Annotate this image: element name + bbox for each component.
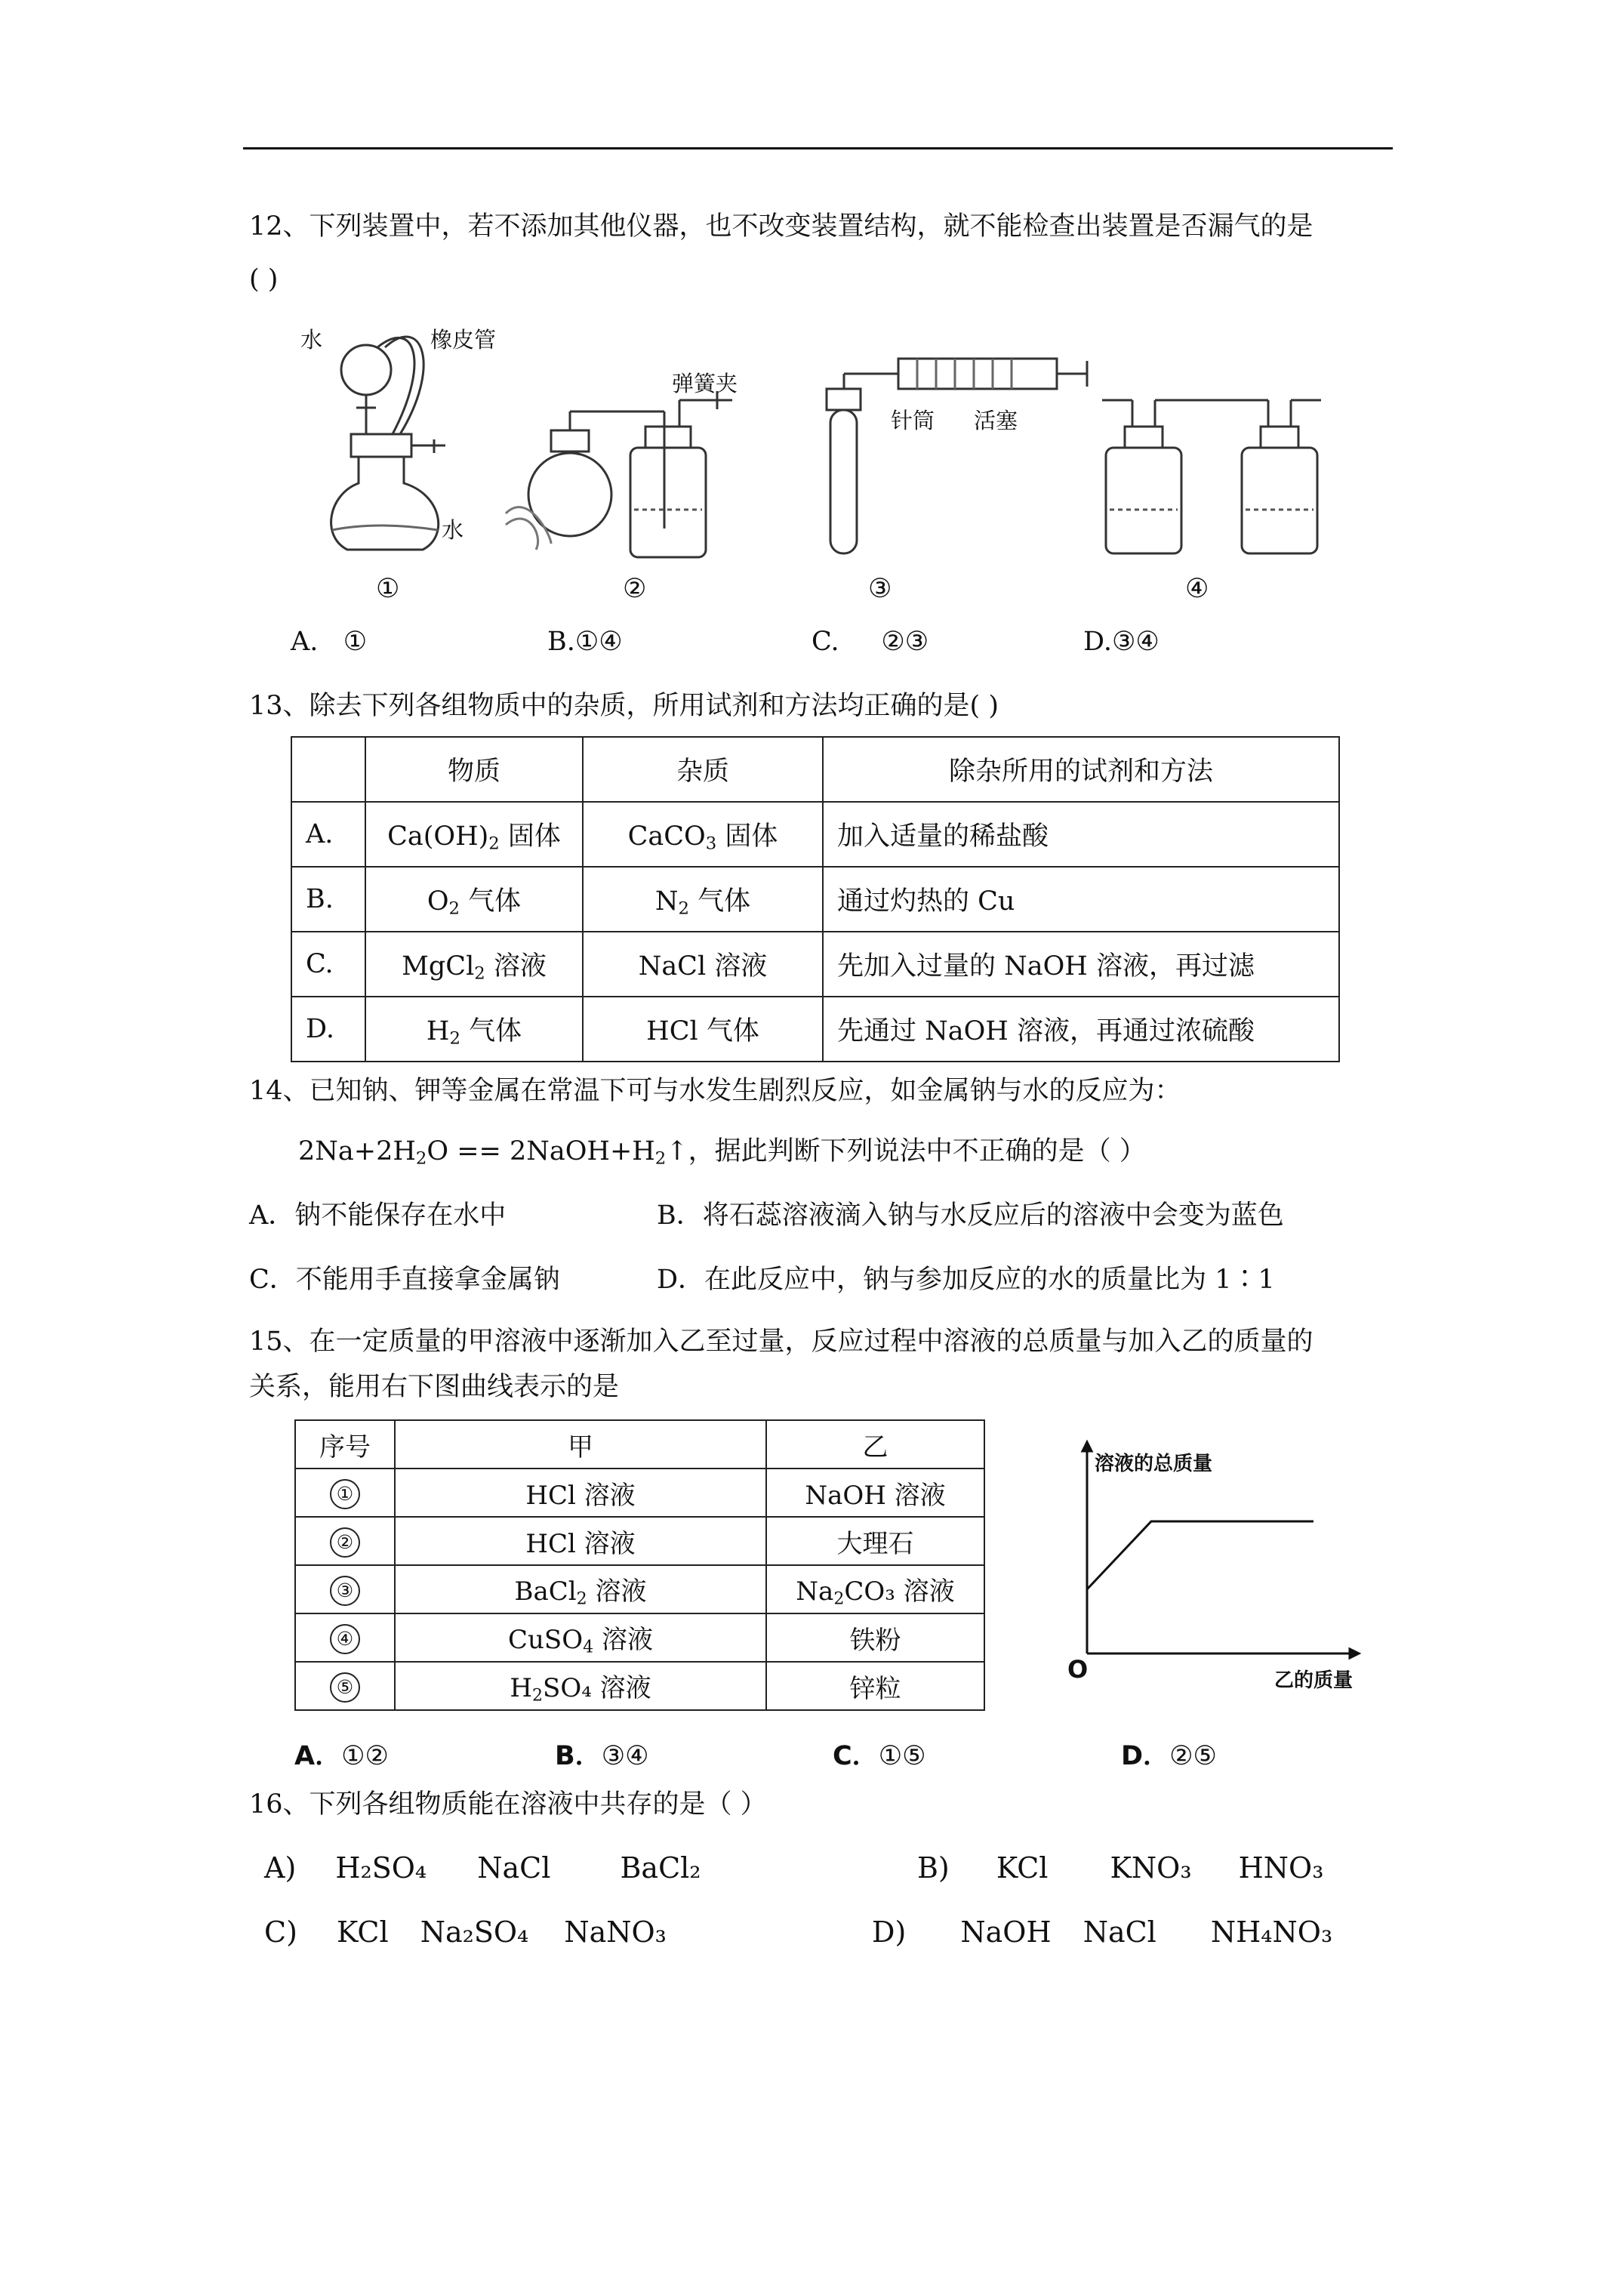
table-row [291, 997, 1339, 1062]
q14-option-d[interactable]: D．在此反应中，钠与参加反应的水的质量比为 1∶1 [657, 1265, 1275, 1295]
q15-text-line1: 15、在一定质量的甲溶液中逐渐加入乙至过量，反应过程中溶液的总质量与加入乙的质量的 [249, 1327, 1313, 1357]
table-row [295, 1613, 984, 1662]
jia-cell: BaCl$_2$ 溶液 [395, 1565, 766, 1613]
q14-option-c[interactable]: C．不能用手直接拿金属钠 [249, 1265, 560, 1295]
table-row [295, 1517, 984, 1565]
label-water-bottom: 水 [442, 517, 464, 543]
q15-table [294, 1419, 985, 1711]
q15-option-d[interactable]: D．②⑤ [1121, 1741, 1217, 1771]
q12-option-b[interactable]: B.①④ [547, 627, 623, 657]
impurity-cell: NaCl 溶液 [583, 932, 823, 997]
figure-number-4: ④ [1185, 574, 1209, 604]
curve [1087, 1521, 1313, 1589]
graph-origin: O [1067, 1655, 1089, 1684]
graph-ylabel: 溶液的总质量 [1095, 1453, 1213, 1475]
label-syringe: 针筒 [891, 408, 935, 433]
impurity-cell: HCl 气体 [583, 997, 823, 1062]
q15-option-a[interactable]: A．①② [294, 1741, 389, 1771]
method-cell: 加入适量的稀盐酸 [823, 802, 1339, 867]
y-axis-arrow [1083, 1442, 1092, 1451]
label-spring-clip: 弹簧夹 [672, 371, 738, 396]
q16-option-c[interactable]: C) KCl Na₂SO₄ NaNO₃ [264, 1915, 667, 1949]
q13-text: 13、除去下列各组物质中的杂质，所用试剂和方法均正确的是( ) [249, 691, 999, 721]
q14-equation: $2Na+2H_2O$ == $2NaOH+H_2↑$，据此判断下列说法中不正确的是（ ） [298, 1136, 1146, 1169]
q16-option-b[interactable]: B) KCl KNO₃ HNO₃ [917, 1851, 1324, 1885]
q15-option-b[interactable]: B．③④ [555, 1741, 649, 1771]
table-header-cell: 乙 [766, 1420, 984, 1469]
jia-cell: CuSO$_4$ 溶液 [395, 1613, 766, 1662]
q15-text-line2: 关系，能用右下图曲线表示的是 [249, 1372, 620, 1402]
row-number: ① [295, 1469, 395, 1517]
row-number: ③ [295, 1565, 395, 1613]
q16-text: 16、下列各组物质能在溶液中共存的是（ ） [249, 1789, 767, 1820]
row-key: A. [291, 802, 365, 867]
q15-option-c[interactable]: C．①⑤ [833, 1741, 926, 1771]
figure-number-2: ② [623, 574, 647, 604]
q16-option-d[interactable]: D) NaOH NaCl NH₄NO₃ [872, 1915, 1333, 1949]
q12-option-c[interactable]: C. ②③ [812, 627, 929, 657]
q16-option-a[interactable]: A) H₂SO₄ NaCl BaCl₂ [264, 1851, 701, 1885]
table-header-cell: 甲 [395, 1420, 766, 1469]
row-number: ② [295, 1517, 395, 1565]
top-rule [243, 147, 1393, 149]
table-header-cell: 杂质 [583, 737, 823, 802]
method-cell: 先加入过量的 NaOH 溶液，再过滤 [823, 932, 1339, 997]
table-header-cell: 序号 [295, 1420, 395, 1469]
table-header-row [295, 1420, 984, 1469]
figure-number-1: ① [376, 574, 400, 604]
table-header-row [291, 737, 1339, 802]
method-cell: 通过灼热的 Cu [823, 867, 1339, 932]
row-number: ④ [295, 1613, 395, 1662]
q13-table [291, 736, 1340, 1062]
q12-option-d[interactable]: D.③④ [1083, 627, 1160, 657]
figure-number-3: ③ [868, 574, 892, 604]
yi-cell: NaOH 溶液 [766, 1469, 984, 1517]
yi-cell: 铁粉 [766, 1613, 984, 1662]
table-header-cell: 除杂所用的试剂和方法 [823, 737, 1339, 802]
substance-cell: $O_2$ 气体 [365, 867, 583, 932]
yi-cell: 锌粒 [766, 1662, 984, 1710]
q14-option-b[interactable]: B．将石蕊溶液滴入钠与水反应后的溶液中会变为蓝色 [657, 1200, 1284, 1231]
jia-cell: HCl 溶液 [395, 1517, 766, 1565]
q12-text: 12、下列装置中，若不添加其他仪器，也不改变装置结构，就不能检查出装置是否漏气的是 [249, 211, 1313, 242]
yi-cell: 大理石 [766, 1517, 984, 1565]
row-key: B. [291, 867, 365, 932]
q12-answer-paren: ( ) [249, 264, 279, 294]
substance-cell: $H_2$ 气体 [365, 997, 583, 1062]
table-row [291, 867, 1339, 932]
label-piston: 活塞 [974, 408, 1018, 433]
q14-option-a[interactable]: A．钠不能保存在水中 [249, 1200, 507, 1231]
row-key: D. [291, 997, 365, 1062]
table-row [291, 932, 1339, 997]
impurity-cell: CaCO$_3$ 固体 [583, 802, 823, 867]
q12-option-a[interactable]: A. ① [291, 627, 368, 657]
table-row [295, 1469, 984, 1517]
table-row [291, 802, 1339, 867]
table-row [295, 1662, 984, 1710]
graph-xlabel: 乙的质量 [1274, 1669, 1354, 1692]
x-axis-arrow [1350, 1649, 1359, 1658]
row-number: ⑤ [295, 1662, 395, 1710]
jia-cell: HCl 溶液 [395, 1469, 766, 1517]
label-water-top: 水 [300, 327, 323, 353]
table-header-cell [291, 737, 365, 802]
label-rubber-tube: 橡皮管 [430, 327, 497, 353]
substance-cell: $Ca(OH)_2$ 固体 [365, 802, 583, 867]
method-cell: 先通过 NaOH 溶液，再通过浓硫酸 [823, 997, 1339, 1062]
q14-text: 14、已知钠、钾等金属在常温下可与水发生剧烈反应，如金属钠与水的反应为： [249, 1076, 1181, 1106]
table-row [295, 1565, 984, 1613]
jia-cell: $H_2SO_4$ 溶液 [395, 1662, 766, 1710]
impurity-cell: $N_2$ 气体 [583, 867, 823, 932]
row-key: C. [291, 932, 365, 997]
table-header-cell: 物质 [365, 737, 583, 802]
yi-cell: $Na_2CO_3$ 溶液 [766, 1565, 984, 1613]
substance-cell: MgCl$_2$ 溶液 [365, 932, 583, 997]
